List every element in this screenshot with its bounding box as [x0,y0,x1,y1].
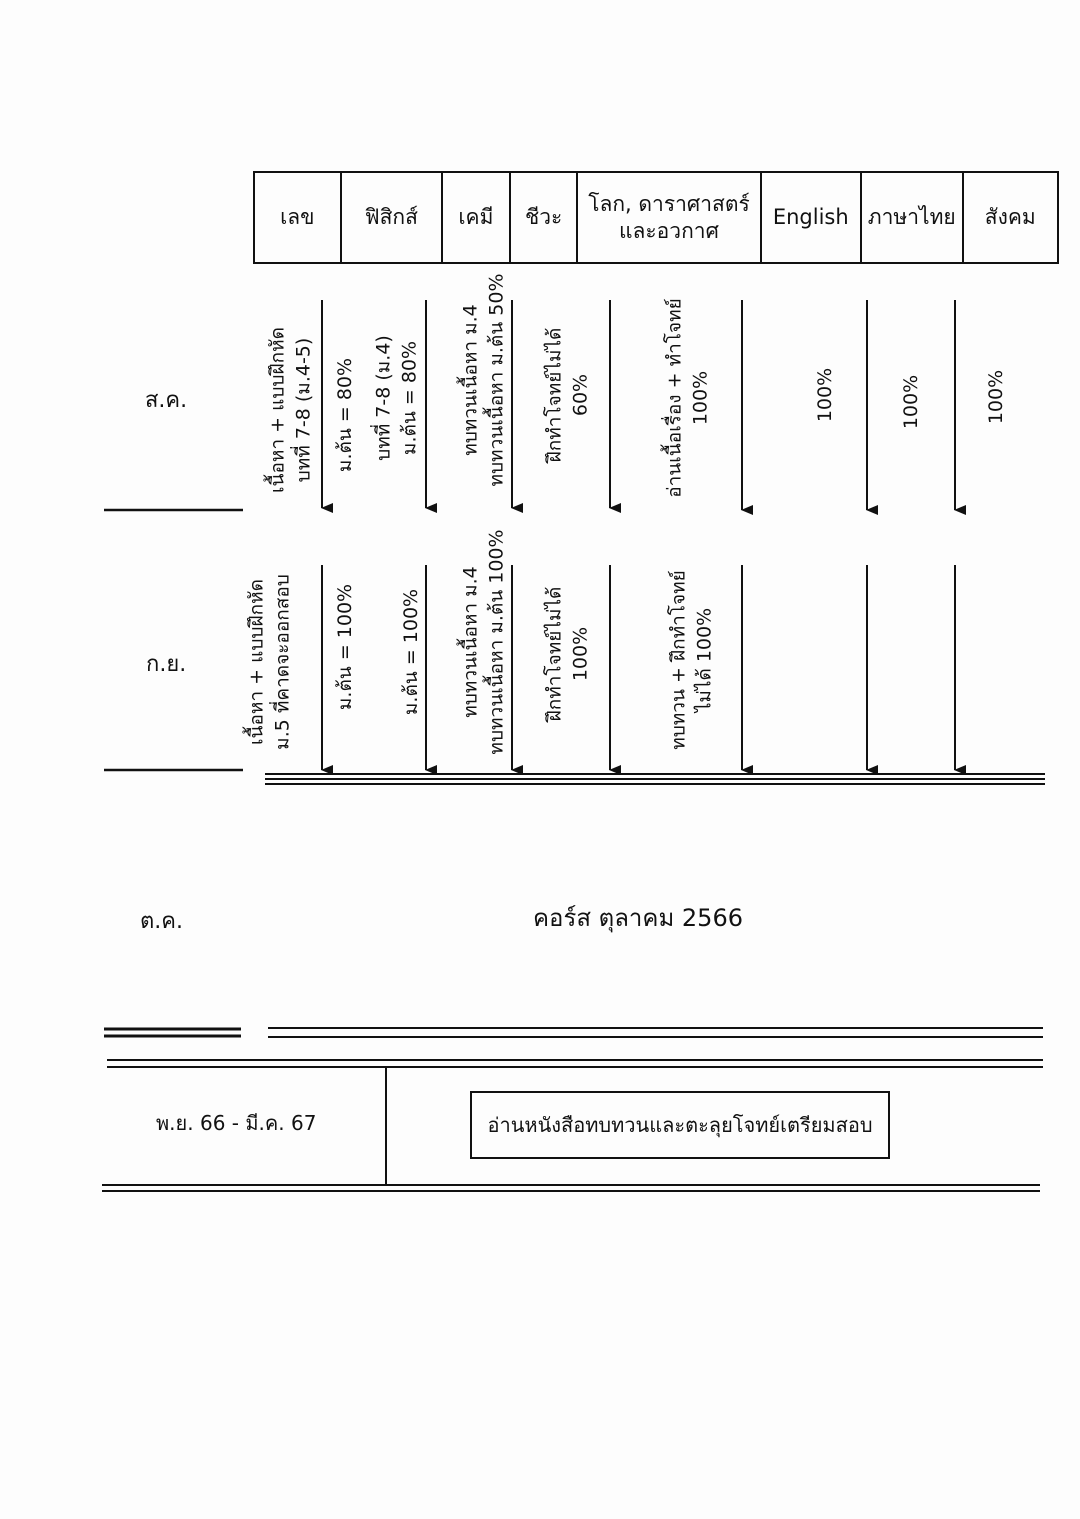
aug-math-progress: ม.ต้น = 80% [334,357,357,473]
aug-math-text: เนื้อหา + แบบฝึกหัด บทที่ 7-8 (ม.4-5) [266,327,314,493]
sep-math-text: เนื้อหา + แบบฝึกหัด ม.5 ที่คาดจะออกสอบ [245,574,293,750]
aug-bio-text: ฝึกทำโจทย์ไม่ได้ 60% [543,327,591,463]
row-label-sep: ก.ย. [146,652,187,677]
header-english: English [762,173,863,262]
header-earth-science: โลก, ดาราศาสตร์ และอวกาศ [578,173,761,262]
sep-chem-text: ทบทวนเนื้อหา ม.4 ทบทวนเนื้อหา ม.ต้น 100% [459,529,507,755]
row-label-final: พ.ย. 66 - มี.ค. 67 [156,1111,317,1135]
sep-physics-text: ม.ต้น = 100% [400,588,423,716]
aug-earth-text: อ่านเนื้อเรื่อง + ทำโจทย์ 100% [663,298,711,498]
aug-physics-text: บทที่ 7-8 (ม.4) ม.ต้น = 80% [372,335,420,461]
sep-earth-text: ทบทวน + ฝึกทำโจทย์ ไม่ได้ 100% [667,570,715,750]
sep-bio-text: ฝึกทำโจทย์ไม่ได้ 100% [543,586,591,722]
row-label-aug: ส.ค. [145,388,188,413]
header-biology: ชีวะ [511,173,579,262]
header-thai: ภาษาไทย [862,173,964,262]
final-review-box: อ่านหนังสือทบทวนและตะลุยโจทย์เตรียมสอบ [470,1091,890,1159]
aug-english-text: 100% [814,367,837,423]
header-math: เลข [255,173,342,262]
aug-social-text: 100% [985,369,1008,425]
aug-thai-text: 100% [900,374,923,430]
header-social: สังคม [984,205,1036,230]
header-chemistry: เคมี [443,173,511,262]
sep-math-progress: ม.ต้น = 100% [334,583,357,711]
header-physics: ฟิสิกส์ [342,173,444,262]
row-label-oct: ต.ค. [140,909,183,934]
aug-chem-text: ทบทวนเนื้อหา ม.4 ทบทวนเนื้อหา ม.ต้น 50% [459,273,507,487]
oct-course-text: คอร์ส ตุลาคม 2566 [533,904,743,932]
